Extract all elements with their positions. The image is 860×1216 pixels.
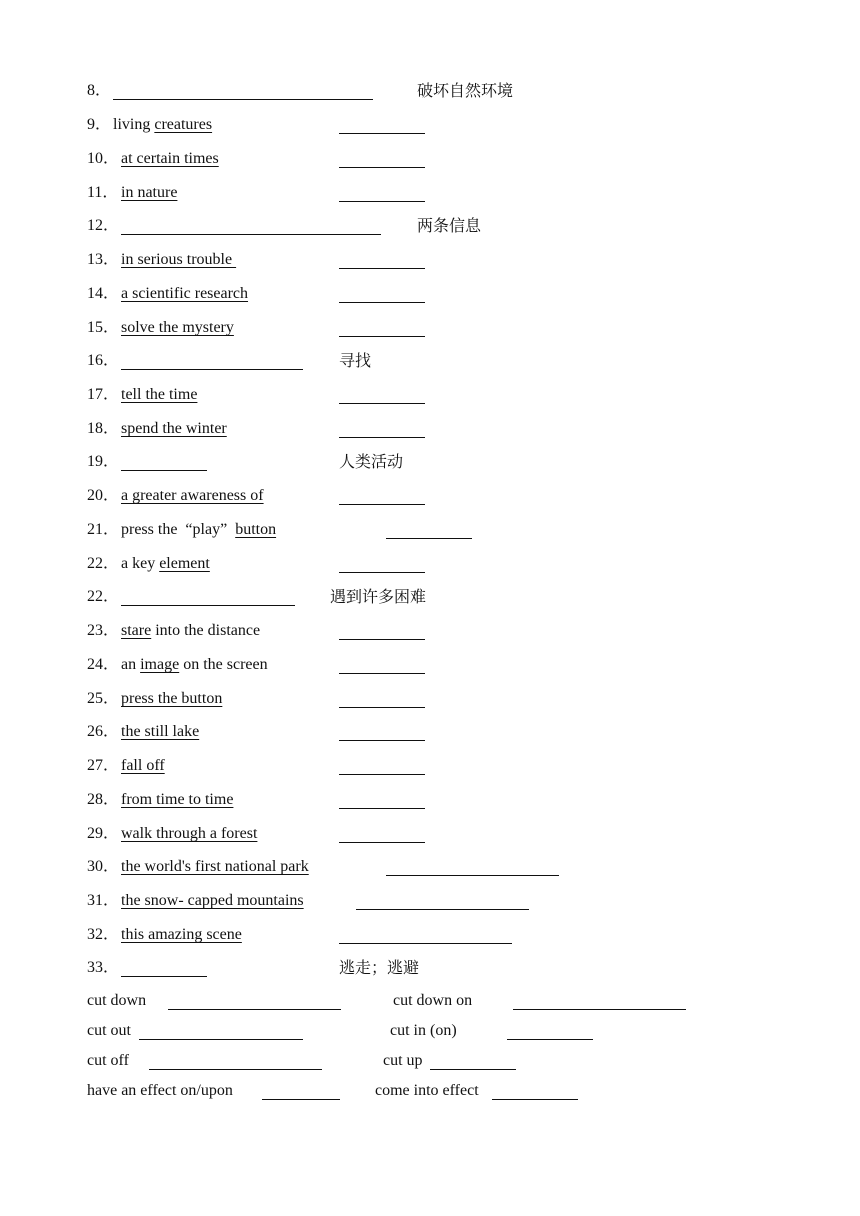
answer-blank[interactable] — [121, 214, 381, 235]
answer-blank[interactable] — [513, 989, 686, 1010]
answer-blank[interactable] — [262, 1079, 340, 1100]
item-number: 23． — [87, 622, 120, 639]
item-phrase: spend the winter — [121, 420, 227, 437]
item-phrase: walk through a forest — [121, 825, 258, 842]
item-number: 25． — [87, 690, 120, 707]
phrase-label: cut down on — [393, 992, 473, 1009]
answer-blank[interactable] — [339, 484, 425, 505]
item-number: 28． — [87, 791, 120, 808]
item-phrase: press the button — [121, 690, 223, 707]
item-phrase: a key element — [121, 555, 210, 572]
item-number: 27． — [87, 757, 120, 774]
item-phrase: at certain times — [121, 150, 219, 167]
item-chinese: 遇到许多困难 — [330, 587, 427, 606]
answer-blank[interactable] — [139, 1019, 303, 1040]
phrase-label: cut down — [87, 992, 147, 1009]
answer-blank[interactable] — [386, 855, 559, 876]
answer-blank[interactable] — [339, 923, 512, 944]
item-chinese: 逃走；逃避 — [339, 958, 420, 977]
item-phrase: in nature — [121, 184, 178, 201]
item-chinese: 两条信息 — [417, 216, 482, 235]
item-number: 30． — [87, 858, 120, 875]
answer-blank[interactable] — [339, 113, 425, 134]
item-chinese: 人类活动 — [339, 452, 404, 471]
phrase-label: cut in (on) — [390, 1022, 457, 1039]
answer-blank[interactable] — [339, 822, 425, 843]
answer-blank[interactable] — [339, 316, 425, 337]
answer-blank[interactable] — [339, 788, 425, 809]
answer-blank[interactable] — [339, 417, 425, 438]
item-number: 10． — [87, 150, 120, 167]
item-number: 17． — [87, 386, 120, 403]
answer-blank[interactable] — [121, 956, 207, 977]
answer-blank[interactable] — [339, 248, 425, 269]
answer-blank[interactable] — [168, 989, 341, 1010]
answer-blank[interactable] — [113, 79, 373, 100]
item-number: 21． — [87, 521, 120, 538]
answer-blank[interactable] — [339, 181, 425, 202]
item-number: 15． — [87, 319, 120, 336]
item-phrase: tell the time — [121, 386, 198, 403]
phrase-row — [87, 989, 847, 1013]
item-phrase: stare into the distance — [121, 622, 261, 639]
item-chinese: 破坏自然环境 — [417, 81, 514, 100]
item-number: 32． — [87, 926, 120, 943]
item-phrase: solve the mystery — [121, 319, 234, 336]
phrase-row — [87, 1079, 847, 1103]
item-phrase: from time to time — [121, 791, 234, 808]
answer-blank[interactable] — [492, 1079, 578, 1100]
item-phrase: a greater awareness of — [121, 487, 264, 504]
item-phrase: in serious trouble — [121, 251, 237, 268]
answer-blank[interactable] — [339, 383, 425, 404]
phrase-label: cut off — [87, 1052, 129, 1069]
item-number: 26． — [87, 723, 120, 740]
item-phrase: fall off — [121, 757, 165, 774]
answer-blank[interactable] — [121, 349, 303, 370]
item-number: 22． — [87, 555, 120, 572]
item-number: 13． — [87, 251, 120, 268]
answer-blank[interactable] — [149, 1049, 322, 1070]
item-phrase: a scientific research — [121, 285, 249, 302]
phrase-label: have an effect on/upon — [87, 1082, 233, 1099]
phrase-row — [87, 1019, 847, 1043]
item-number: 11． — [87, 184, 119, 201]
item-number: 20． — [87, 487, 120, 504]
answer-blank[interactable] — [339, 720, 425, 741]
item-phrase: an image on the screen — [121, 656, 268, 673]
phrase-label: cut up — [383, 1052, 423, 1069]
item-number: 18． — [87, 420, 120, 437]
item-number: 12． — [87, 217, 120, 234]
answer-blank[interactable] — [339, 619, 425, 640]
phrase-label: cut out — [87, 1022, 131, 1039]
phrase-label: come into effect — [375, 1082, 479, 1099]
item-number: 14． — [87, 285, 120, 302]
answer-blank[interactable] — [339, 147, 425, 168]
item-phrase: the snow- capped mountains — [121, 892, 304, 909]
item-number: 29． — [87, 825, 120, 842]
item-number: 33． — [87, 959, 120, 976]
item-chinese: 寻找 — [339, 351, 372, 370]
item-number: 19． — [87, 453, 120, 470]
item-number: 31． — [87, 892, 120, 909]
answer-blank[interactable] — [339, 754, 425, 775]
item-number: 8． — [87, 82, 112, 99]
item-number: 16． — [87, 352, 120, 369]
answer-blank[interactable] — [121, 450, 207, 471]
answer-blank[interactable] — [430, 1049, 516, 1070]
answer-blank[interactable] — [121, 585, 295, 606]
answer-blank[interactable] — [339, 653, 425, 674]
item-phrase: living creatures — [113, 116, 213, 133]
item-number: 24． — [87, 656, 120, 673]
answer-blank[interactable] — [339, 552, 425, 573]
item-phrase: the world's first national park — [121, 858, 309, 875]
item-number: 9． — [87, 116, 112, 133]
item-phrase: press the “play” button — [121, 521, 277, 538]
phrase-row — [87, 1049, 847, 1073]
answer-blank[interactable] — [339, 282, 425, 303]
item-phrase: the still lake — [121, 723, 200, 740]
item-phrase: this amazing scene — [121, 926, 242, 943]
item-number: 22． — [87, 588, 120, 605]
answer-blank[interactable] — [339, 687, 425, 708]
answer-blank[interactable] — [507, 1019, 593, 1040]
answer-blank[interactable] — [386, 518, 472, 539]
answer-blank[interactable] — [356, 889, 529, 910]
